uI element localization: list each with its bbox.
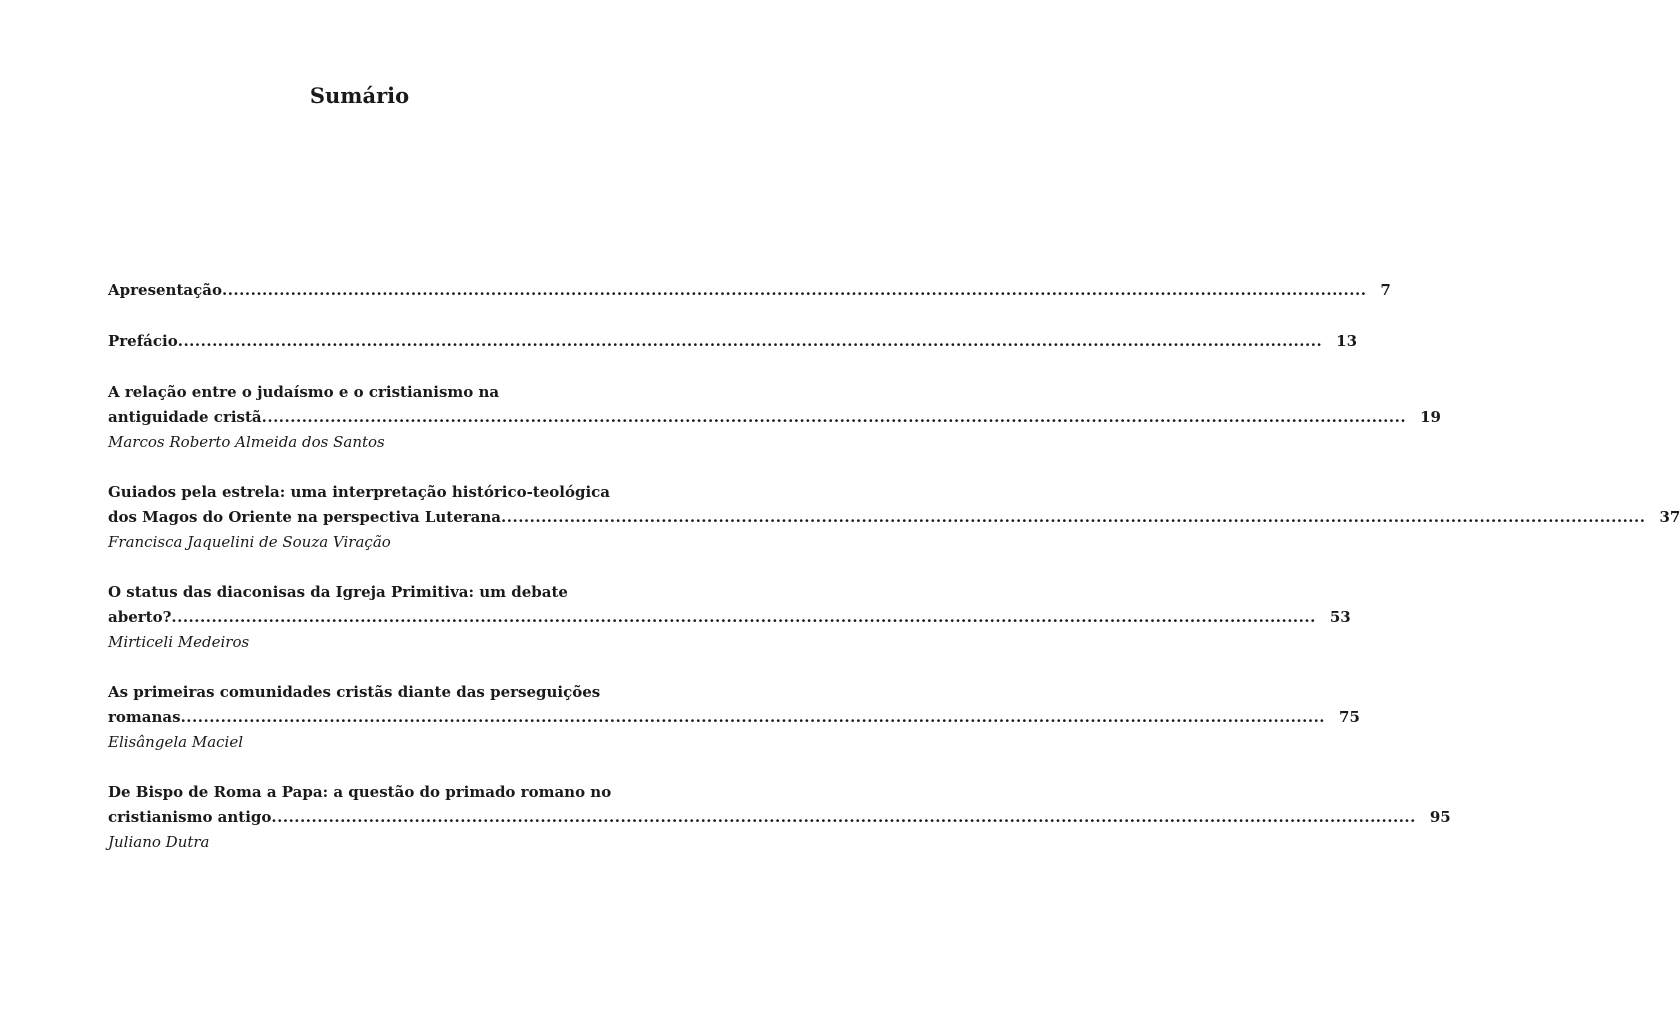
toc-entry-guiados-pela-estrela[interactable] [108,480,1680,554]
toc-entry-title: Apresentação [108,281,222,299]
toc-entry-title-continuation: romanas [108,708,181,726]
dot-leader: ........................................................................................................................................................................................................ [221,281,1367,299]
dot-leader: ........................................................................................................................................................................................................ [261,408,1407,426]
toc-entry-title: O status das diaconisas da Igreja Primitiva: um debate [108,583,568,601]
toc-entry-judaismo-cristianismo[interactable] [108,380,1441,454]
toc-entry-line [108,329,1358,354]
dot-leader: ........................................................................................................................................................................................................ [501,508,1646,526]
toc-entry-title: As primeiras comunidades cristãs diante das perseguições [108,683,601,701]
toc-entry-prefacio[interactable] [108,329,1358,354]
toc-page-number: 19 [1420,408,1441,426]
toc-page-number: 13 [1336,332,1358,350]
toc-entry-author: Marcos Roberto Almeida dos Santos [108,433,385,451]
table-of-contents [108,278,1680,880]
toc-entry-title-continuation: antiguidade cristã [108,408,262,426]
dot-leader: ........................................................................................................................................................................................................ [177,332,1323,350]
toc-entry-author: Mirticeli Medeiros [108,633,250,651]
toc-entry-author: Elisângela Maciel [108,733,244,751]
toc-entry-author: Juliano Dutra [108,833,210,851]
toc-page-number: 95 [1429,808,1451,826]
toc-entry-author: Francisca Jaquelini de Souza Viração [108,533,391,551]
page-title: Sumário [309,83,410,108]
toc-entry-line [108,705,1360,730]
toc-entry-line [108,505,1680,530]
toc-entry-line [108,605,1351,630]
toc-entry-perseguicoes[interactable] [108,680,1360,754]
toc-entry-title-continuation: cristianismo antigo [108,808,272,826]
toc-entry-apresentacao[interactable] [108,278,1391,303]
toc-entry-title-continuation: aberto? [108,608,172,626]
toc-entry-title-continuation: dos Magos do Oriente na perspectiva Luterana [108,508,502,526]
toc-entry-title: De Bispo de Roma a Papa: a questão do primado romano no [108,783,612,801]
dot-leader: ........................................................................................................................................................................................................ [180,708,1326,726]
dot-leader: ........................................................................................................................................................................................................ [171,608,1316,626]
toc-entry-line [108,805,1451,830]
toc-entry-line [108,278,1391,303]
toc-page-number: 53 [1329,608,1351,626]
toc-entry-line [108,405,1441,430]
toc-entry-title: A relação entre o judaísmo e o cristianismo na [108,383,500,401]
toc-page-number: 7 [1380,281,1391,299]
toc-page-number: 37 [1659,508,1680,526]
toc-entry-diaconisas[interactable] [108,580,1351,654]
toc-entry-bispo-de-roma[interactable] [108,780,1451,854]
toc-entry-title: Guiados pela estrela: uma interpretação histórico-teológica [108,483,611,501]
dot-leader: ........................................................................................................................................................................................................ [271,808,1416,826]
toc-page-number: 75 [1339,708,1360,726]
toc-entry-title: Prefácio [108,332,178,350]
